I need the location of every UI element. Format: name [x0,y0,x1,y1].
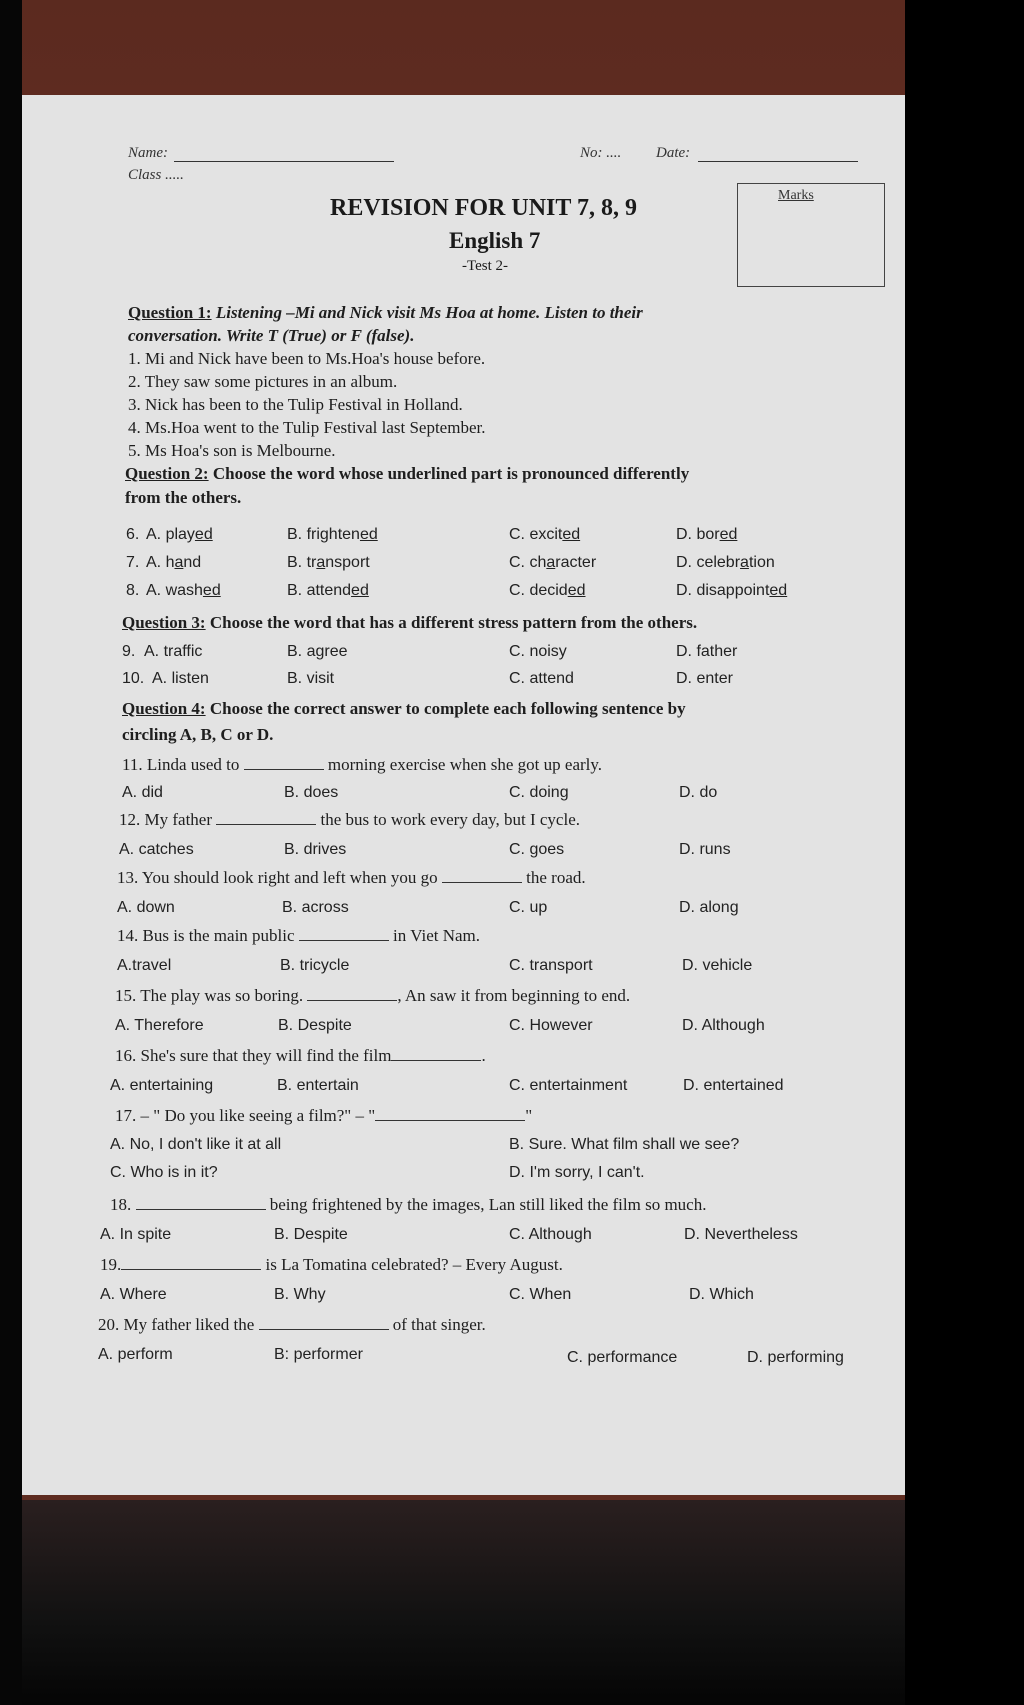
q15-option-d: D. Although [682,1017,765,1034]
q14-option-d: D. vehicle [682,957,753,974]
q2-heading [125,464,689,484]
dark-floor-area [0,1500,905,1705]
q16-option-b: B. entertain [277,1077,359,1094]
q1-item: 1. Mi and Nick have been to Ms.Hoa's house before. [128,349,486,368]
q17-option-d: D. I'm sorry, I can't. [509,1164,645,1181]
q13-option-b: B. across [282,899,349,916]
q15-option-a: A. Therefore [115,1017,204,1034]
exam-paper [22,95,905,1495]
q4-instruction-line1: Choose the correct answer to complete each following sentence by [209,699,686,718]
q9-number: 9. [122,643,136,660]
marks-label: Marks [778,188,814,203]
q1-instruction-line1: Listening –Mi and Nick visit Ms Hoa at home. Listen to their [215,303,643,322]
name-label: Name: [128,145,168,161]
q12-stem: 12. My father the bus to work every day, but I cycle. [119,810,580,829]
class-label: Class ..... [128,167,184,183]
q9-option-c: C. noisy [509,643,567,660]
date-label: Date: [656,145,691,161]
q17-option-c: C. Who is in it? [110,1164,218,1181]
page-title: REVISION FOR UNIT 7, 8, 9 [330,195,637,221]
q6-option-d: D. bored [676,526,738,543]
q17-option-a: A. No, I don't like it at all [110,1136,282,1153]
q19-option-b: B. Why [274,1286,326,1303]
q15-option-c: C. However [509,1017,593,1034]
q10-option-d: D. enter [676,670,733,687]
q15-stem: 15. The play was so boring. , An saw it from beginning to end. [115,986,631,1005]
q6-option-b: B. frightened [287,526,378,543]
q4-instruction-line2: circling A, B, C or D. [122,725,274,744]
q13-option-c: C. up [509,899,548,916]
q18-option-b: B. Despite [274,1226,348,1243]
q9-option-d: D. father [676,643,738,660]
q17-option-b: B. Sure. What film shall we see? [509,1136,740,1153]
date-blank [698,147,858,162]
q18-option-a: A. In spite [100,1226,172,1243]
q11-stem: 11. Linda used to morning exercise when she got up early. [122,755,603,774]
q2-instruction-line1: Choose the word whose underlined part is pronounced differently [212,464,690,483]
test-title: -Test 2- [462,258,509,274]
q20-option-b: B: performer [274,1346,363,1363]
q20-option-a: A. perform [98,1346,173,1363]
number-label: No: .... [580,145,622,161]
q17-stem: 17. – " Do you like seeing a film?" – " " [115,1106,533,1125]
q3-heading [122,613,697,633]
subject-title: English 7 [449,228,541,253]
q11-option-a: A. did [122,784,163,801]
q10-number: 10. [122,670,145,687]
q14-option-b: B. tricycle [280,957,350,974]
q11-option-c: C. doing [509,784,569,801]
q3-instruction: Choose the word that has a different stress pattern from the others. [209,613,698,632]
q11-option-d: D. do [679,784,718,801]
q18-stem: 18. being frightened by the images, Lan still liked the film so much. [110,1195,707,1214]
q20-option-d: D. performing [747,1349,844,1366]
q8-number: 8. [126,582,140,599]
q7-option-a: A. hand [146,554,202,571]
q14-stem: 14. Bus is the main public in Viet Nam. [117,926,481,945]
q20-option-c: C. performance [567,1349,678,1366]
q1-item: 2. They saw some pictures in an album. [128,372,398,391]
q4-label: Question 4: [122,699,206,718]
q9-option-b: B. agree [287,643,348,660]
q19-option-a: A. Where [100,1286,167,1303]
q16-option-a: A. entertaining [110,1077,214,1094]
q7-option-b: B. transport [287,554,370,571]
q10-option-a: A. listen [152,670,209,687]
q3-label: Question 3: [122,613,206,632]
q18-option-d: D. Nevertheless [684,1226,798,1243]
q7-option-d: D. celebration [676,554,775,571]
q13-stem: 13. You should look right and left when you go the road. [117,868,586,887]
q1-item: 5. Ms Hoa's son is Melbourne. [128,441,336,460]
q16-option-c: C. entertainment [509,1077,628,1094]
q2-instruction-line2: from the others. [125,488,242,507]
q16-option-d: D. entertained [683,1077,784,1094]
q14-option-a: A.travel [117,957,172,974]
q12-option-a: A. catches [119,841,194,858]
q10-option-b: B. visit [287,670,335,687]
q4-heading [122,699,686,719]
q11-option-b: B. does [284,784,339,801]
q6-number: 6. [126,526,140,543]
q16-stem: 16. She's sure that they will find the film . [115,1046,486,1065]
q14-option-c: C. transport [509,957,593,974]
q8-option-b: B. attended [287,582,369,599]
q1-instruction-line2: conversation. Write T (True) or F (false). [128,326,415,345]
q18-option-c: C. Although [509,1226,592,1243]
q12-option-c: C. goes [509,841,565,858]
q1-item: 4. Ms.Hoa went to the Tulip Festival last September. [128,418,486,437]
q19-stem: 19. is La Tomatina celebrated? – Every August. [100,1255,563,1274]
q9-option-a: A. traffic [144,643,203,660]
q1-item: 3. Nick has been to the Tulip Festival in Holland. [128,395,463,414]
q8-option-c: C. decided [509,582,586,599]
q12-option-d: D. runs [679,841,731,858]
q19-option-c: C. When [509,1286,572,1303]
q15-option-b: B. Despite [278,1017,352,1034]
q20-stem: 20. My father liked the of that singer. [98,1315,486,1334]
q8-option-d: D. disappointed [676,582,788,599]
left-black-edge [0,0,22,1705]
q7-number: 7. [126,554,140,571]
marks-box [737,183,885,287]
q12-option-b: B. drives [284,841,347,858]
q13-option-a: A. down [117,899,175,916]
right-black-margin [905,0,1024,1705]
q2-label: Question 2: [125,464,209,483]
q10-option-c: C. attend [509,670,574,687]
q13-option-d: D. along [679,899,739,916]
q6-option-a: A. played [146,526,213,543]
q1-label: Question 1: [128,303,212,322]
q7-option-c: C. character [509,554,597,571]
name-blank [174,147,394,162]
q6-option-c: C. excited [509,526,581,543]
q8-option-a: A. washed [146,582,221,599]
q19-option-d: D. Which [689,1286,754,1303]
q1-heading [128,303,643,323]
